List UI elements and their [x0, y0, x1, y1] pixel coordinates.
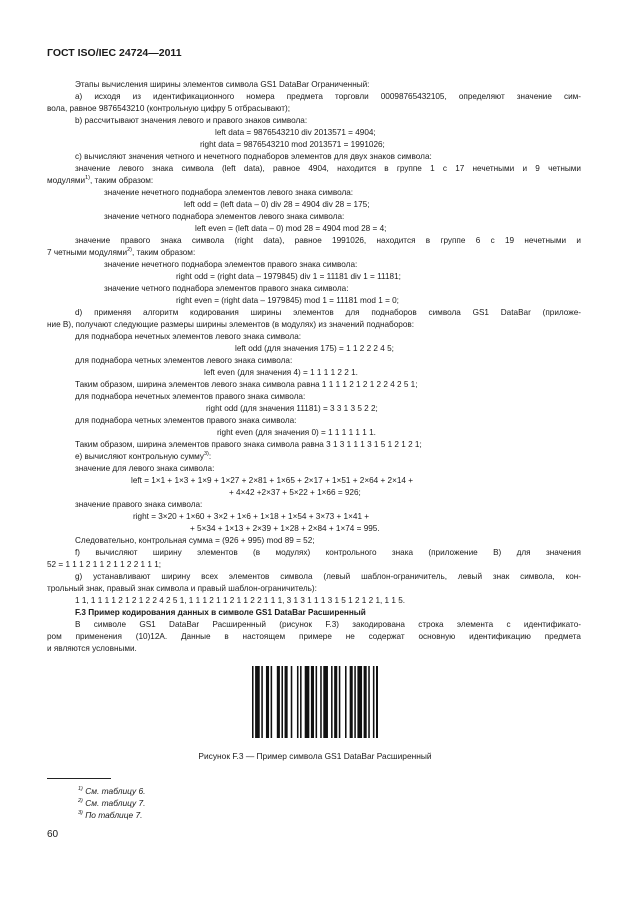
- barcode-bar: [297, 666, 299, 738]
- formula: + 4×42 +2×37 + 5×22 + 1×66 = 926;: [229, 488, 361, 497]
- barcode-bar: [323, 666, 328, 738]
- text-line: Таким образом, ширина элементов левого знака символа равна 1 1 1 1 2 1 2 1 2 2 4 2 5 1;: [75, 380, 418, 389]
- barcode-bar: [261, 666, 263, 738]
- text-line: f) вычисляют ширину элементов (в модулях) контрольного знака (приложение В) для значения: [75, 548, 581, 557]
- text-line: значение нечетного поднабора элементов левого знака символа:: [104, 188, 354, 197]
- formula: left data = 9876543210 div 2013571 = 4904;: [215, 128, 376, 137]
- footnote-text: По таблице 7.: [85, 810, 143, 820]
- text-line: значение левого знака символа (left data), равное 4904, находится в группе 1 с 17 нечетными и 9 четными: [75, 164, 581, 173]
- text-fragment: , таким образом:: [132, 248, 196, 257]
- barcode-image: [252, 666, 378, 738]
- barcode-bar: [350, 666, 353, 738]
- barcode-bar: [334, 666, 337, 738]
- text-line: Следовательно, контрольная сумма = (926 + 995) mod 89 = 52;: [75, 536, 315, 545]
- text-line: значение нечетного поднабора элементов правого знака символа:: [104, 260, 358, 269]
- formula: right odd (для значения 11181) = 3 3 1 3 5 2 2;: [206, 404, 378, 413]
- barcode-bar: [331, 666, 333, 738]
- text-line: 1 1, 1 1 1 1 2 1 2 1 2 2 4 2 5 1, 1 1 1 2 1 1 2 1 1 2 2 1 1 1, 3 1 3 1 1 1 3 1 5 1 2 1 2 1, 1 1 5.: [75, 596, 406, 605]
- barcode-bar: [271, 666, 273, 738]
- text-line: значение четного поднабора элементов левого знака символа:: [104, 212, 345, 221]
- text-line: значение четного поднабора элементов правого знака символа:: [104, 284, 349, 293]
- text-line: В символе GS1 DataBar Расширенный (рисунок F.3) закодирована строка элемента с идентификато-: [75, 620, 581, 629]
- footnote-mark: 1): [78, 786, 83, 792]
- text-line: для поднабора нечетных элементов правого знака символа:: [75, 392, 306, 401]
- barcode-bar: [316, 666, 318, 738]
- text-line: значение для левого знака символа:: [75, 464, 215, 473]
- barcode-bar: [285, 666, 288, 738]
- text-line: значение правого знака символа:: [75, 500, 203, 509]
- text-fragment: модулями: [47, 176, 86, 185]
- formula: left odd (для значения 175) = 1 1 2 2 2 4 5;: [235, 344, 394, 353]
- text-line: с) вычисляют значения четного и нечетного поднаборов элементов для двух знаков символа:: [75, 152, 432, 161]
- barcode-bar: [305, 666, 310, 738]
- formula: left even (для значения 4) = 1 1 1 1 2 2 1.: [204, 368, 358, 377]
- barcode-bar: [255, 666, 260, 738]
- footnote-text: См. таблицу 6.: [85, 786, 146, 796]
- text-line: вола, равное 9876543210 (контрольную цифру 5 отбрасывают);: [47, 104, 290, 113]
- formula: right even (для значения 0) = 1 1 1 1 1 1 1.: [217, 428, 376, 437]
- barcode-bar: [354, 666, 356, 738]
- text-line: Таким образом, ширина элементов правого знака символа равна 3 1 3 1 1 1 3 1 5 1 2 1 2 1;: [75, 440, 422, 449]
- footnote-ref: 2): [127, 247, 133, 253]
- text-line: [47, 176, 153, 186]
- formula: left = 1×1 + 1×3 + 1×9 + 1×27 + 2×81 + 1×65 + 2×17 + 1×51 + 2×64 + 2×14 +: [131, 476, 414, 485]
- text-line: и являются условными.: [47, 644, 137, 653]
- barcode-bar: [266, 666, 269, 738]
- text-fragment: :: [208, 452, 212, 461]
- formula: right data = 9876543210 mod 2013571 = 1991026;: [200, 140, 385, 149]
- text-line: для поднабора четных элементов левого знака символа:: [75, 356, 293, 365]
- barcode-bar: [320, 666, 322, 738]
- barcode-bar: [368, 666, 370, 738]
- barcode-bar: [281, 666, 283, 738]
- text-line: трольный знак, правый знак символа и правый шаблон-ограничитель):: [47, 584, 317, 593]
- barcode-bar: [373, 666, 375, 738]
- barcode-bar: [376, 666, 378, 738]
- footnote-divider: [47, 778, 111, 779]
- footnote: [78, 786, 146, 796]
- text-fragment: , таким образом:: [90, 176, 154, 185]
- formula: right odd = (right data – 1979845) div 1 = 11181 div 1 = 11181;: [176, 272, 401, 281]
- section-heading: F.3 Пример кодирования данных в символе GS1 DataBar Расширенный: [75, 608, 366, 617]
- text-line: Этапы вычисления ширины элементов символа GS1 DataBar Ограниченный:: [75, 80, 370, 89]
- barcode-bar: [311, 666, 314, 738]
- text-line: d) применяя алгоритм кодирования ширины элементов для поднаборов символа GS1 DataBar (приложе-: [75, 308, 581, 317]
- formula: left odd = (left data – 0) div 28 = 4904 div 28 = 175;: [184, 200, 370, 209]
- text-line: b) рассчитывают значения левого и правого знаков символа:: [75, 116, 308, 125]
- barcode-bar: [300, 666, 302, 738]
- text-line: для поднабора четных элементов правого знака символа:: [75, 416, 297, 425]
- footnote-text: См. таблицу 7.: [85, 798, 146, 808]
- footnote-mark: 2): [78, 798, 83, 804]
- text-line: для поднабора нечетных элементов левого знака символа:: [75, 332, 302, 341]
- barcode-bar: [357, 666, 362, 738]
- text-line: [47, 248, 195, 258]
- page-number: 60: [47, 829, 59, 840]
- page-header: ГОСТ ISO/IEC 24724—2011: [47, 47, 182, 59]
- barcode-bar: [277, 666, 280, 738]
- formula: + 5×34 + 1×13 + 2×39 + 1×28 + 2×84 + 1×74 = 995.: [190, 524, 380, 533]
- formula: left even = (left data – 0) mod 28 = 4904 mod 28 = 4;: [195, 224, 387, 233]
- footnote: [78, 810, 142, 820]
- barcode-bar: [364, 666, 367, 738]
- text-line: значение правого знака символа (right data), равное 1991026, находится в группе 6 с 19 нечетными и: [75, 236, 581, 245]
- text-fragment: е) вычисляют контрольную сумму: [75, 452, 204, 461]
- barcode-bar: [291, 666, 293, 738]
- barcode-bar: [339, 666, 341, 738]
- footnote-mark: 3): [78, 810, 83, 816]
- formula: right even = (right data – 1979845) mod 1 = 11181 mod 1 = 0;: [176, 296, 399, 305]
- text-fragment: 7 четными модулями: [47, 248, 128, 257]
- barcode-bar: [345, 666, 347, 738]
- text-line: 52 = 1 1 1 2 1 1 2 1 1 2 2 1 1 1;: [47, 560, 162, 569]
- text-line: [75, 452, 211, 462]
- footnote-ref: 3): [203, 451, 209, 457]
- text-line: g) устанавливают ширину всех элементов символа (левый шаблон-ограничитель, левый знак символа, кон-: [75, 572, 581, 581]
- footnote: [78, 798, 146, 808]
- text-line: ром применения (10)12A. Данные в настоящем примере не содержат основную идентификацию предмета: [47, 632, 581, 641]
- formula: right = 3×20 + 1×60 + 3×2 + 1×6 + 1×18 + 1×54 + 3×73 + 1×41 +: [133, 512, 370, 521]
- barcode-bar: [252, 666, 254, 738]
- footnote-ref: 1): [85, 175, 90, 181]
- text-line: а) исходя из идентификационного номера предмета торговли 00098765432105, определяют значение сим-: [75, 92, 581, 101]
- text-line: ние В), получают следующие размеры ширины элементов (в модулях) из значений поднаборов:: [47, 320, 415, 329]
- figure-caption: Рисунок F.3 — Пример символа GS1 DataBar Расширенный: [198, 751, 432, 761]
